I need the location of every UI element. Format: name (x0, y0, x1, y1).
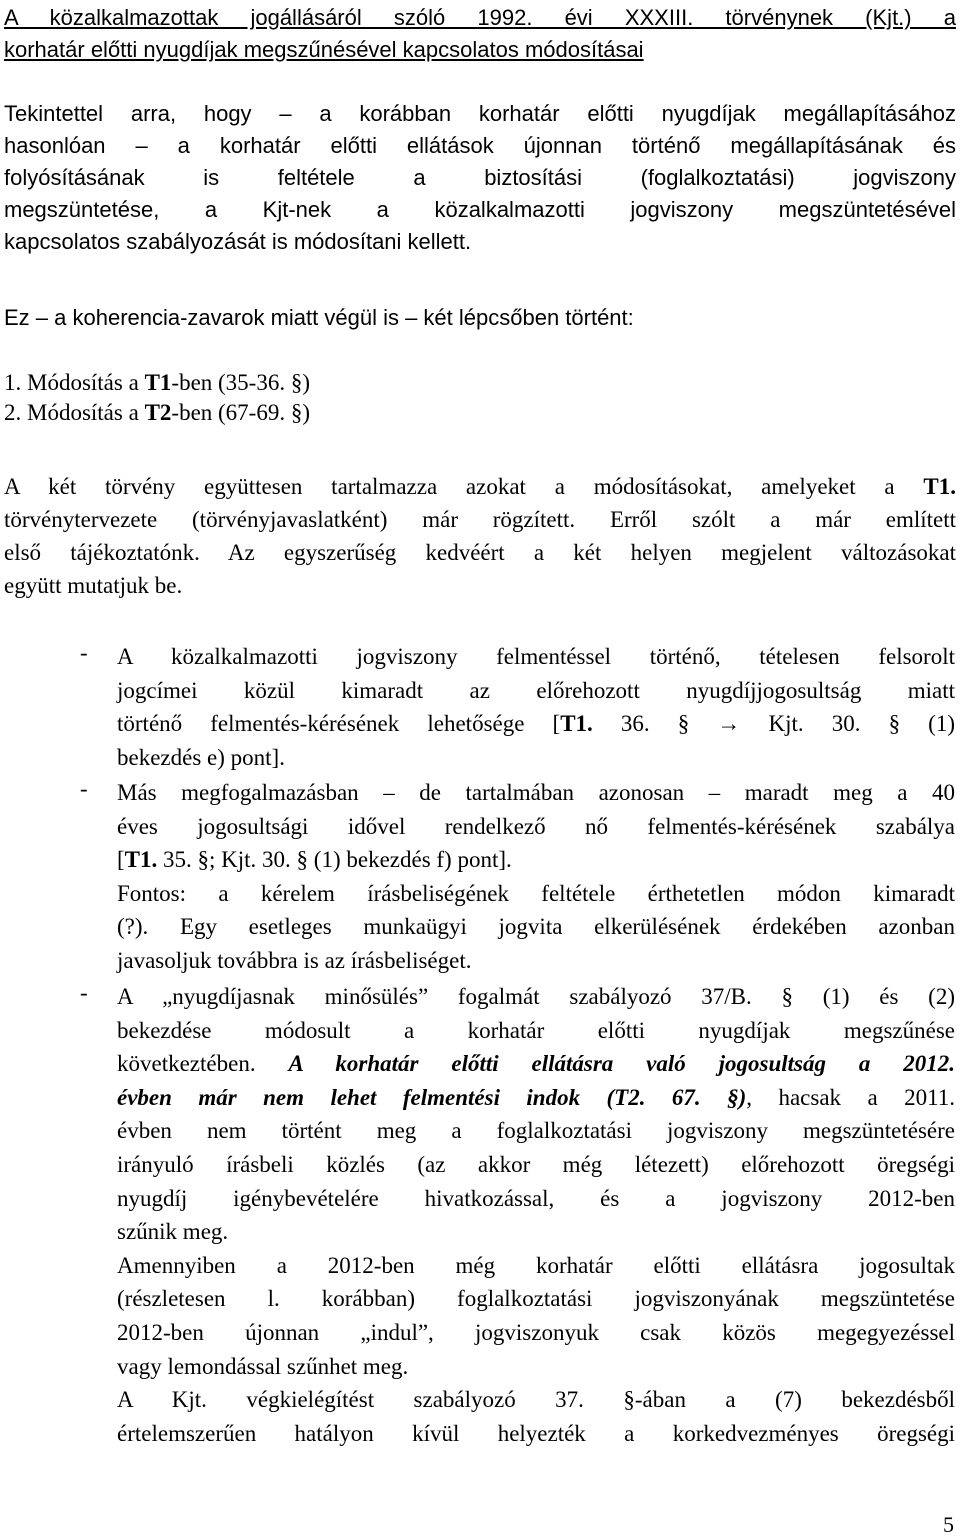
bullet-text: A „nyugdíjasnak minősülés” fogalmát szabályozó 37/B. § (1) és (2) bekezdése módosult a korhatár előtti nyugdíjak megszűnése következtében. A korhatár előtti ellátásra való jogosultság a 2012. évben már nem lehet felmentési indok (T2. 67. §), hacsak a 2011. évben nem történt meg a foglalkoztatási jogviszony megszüntetésére irányuló írásbeli közlés (az akkor még létezett) előrehozott öregségi nyugdíj igénybevételére hivatkozással, és a jogviszony 2012-ben szűnik meg. Amennyiben a 2012-ben még korhatár előtti ellátásra jogosultak (részletesen l. korábban) foglalkoztatási jogviszonyának megszüntetése 2012-ben újonnan „indul”, jogviszonyuk csak közös megegyezéssel vagy lemondással szűnhet meg. A Kjt. végkielégítést szabályozó 37. §-ában a (7) bekezdésből értelemszerűen hatályon kívül helyezték a korkedvezményes öregségi (117, 984, 956, 1446)
bullet-dash: - (80, 640, 88, 665)
summary-paragraph (4, 470, 956, 602)
steps-intro (4, 302, 956, 334)
summary-line: törvénytervezete (törvényjavaslatként) már rögzített. Erről szólt a már említett (4, 507, 956, 532)
bullet-dash: - (80, 776, 88, 801)
intro-line: kapcsolatos szabályozását is módosítani kellett. (4, 229, 472, 254)
step-item: 1. Módosítás a T1-ben (35-36. §) (4, 370, 311, 395)
intro-line: Tekintettel arra, hogy – a korábban korhatár előtti nyugdíjak megállapításához (4, 101, 956, 126)
steps-list (4, 368, 604, 428)
title-line-1: A közalkalmazottak jogállásáról szóló 1992. évi XXXIII. törvénynek (Kjt.) a (4, 5, 956, 30)
summary-line: A két törvény együttesen tartalmazza azokat a módosításokat, amelyeket a T1. (4, 474, 956, 499)
intro-line: megszüntetése, a Kjt-nek a közalkalmazotti jogviszony megszüntetésével (4, 197, 956, 222)
intro-line: hasonlóan – a korhatár előtti ellátások újonnan történő megállapításának és (4, 133, 956, 158)
bullet-dash: - (80, 980, 88, 1005)
intro-line: folyósításának is feltétele a biztosítási (foglalkoztatási) jogviszony (4, 165, 956, 190)
summary-line: első tájékoztatónk. Az egyszerűség kedvéért a két helyen megjelent változásokat (4, 540, 956, 565)
title-line-2: korhatár előtti nyugdíjak megszűnésével kapcsolatos módosításai (4, 37, 644, 62)
page-number: 5 (943, 1512, 954, 1537)
bullet-text: Más megfogalmazásban – de tartalmában azonosan – maradt meg a 40 éves jogosultsági idővel rendelkező nő felmentés-kérésének szabálya [T1. 35. §; Kjt. 30. § (1) bekezdés f) pont]. Fontos: a kérelem írásbeliségének feltétele érthetetlen módon kimaradt (?). Egy esetleges munkaügyi jogvita elkerülésének érdekében azonban javasoljuk továbbra is az írásbeliséget. (117, 780, 955, 973)
steps-intro-text: Ez – a koherencia-zavarok miatt végül is – két lépcsőben történt: (4, 305, 634, 330)
document-title (4, 2, 956, 66)
bullet-text: A közalkalmazotti jogviszony felmentéssel történő, tételesen felsorolt jogcímei közül kimaradt az előrehozott nyugdíjjogosultság miatt történő felmentés-kérésének lehetősége [T1. 36. § → Kjt. 30. § (1) bekezdés e) pont]. (117, 644, 955, 770)
summary-line: együtt mutatjuk be. (4, 573, 183, 598)
step-item: 2. Módosítás a T2-ben (67-69. §) (4, 400, 311, 425)
intro-paragraph (4, 98, 956, 258)
